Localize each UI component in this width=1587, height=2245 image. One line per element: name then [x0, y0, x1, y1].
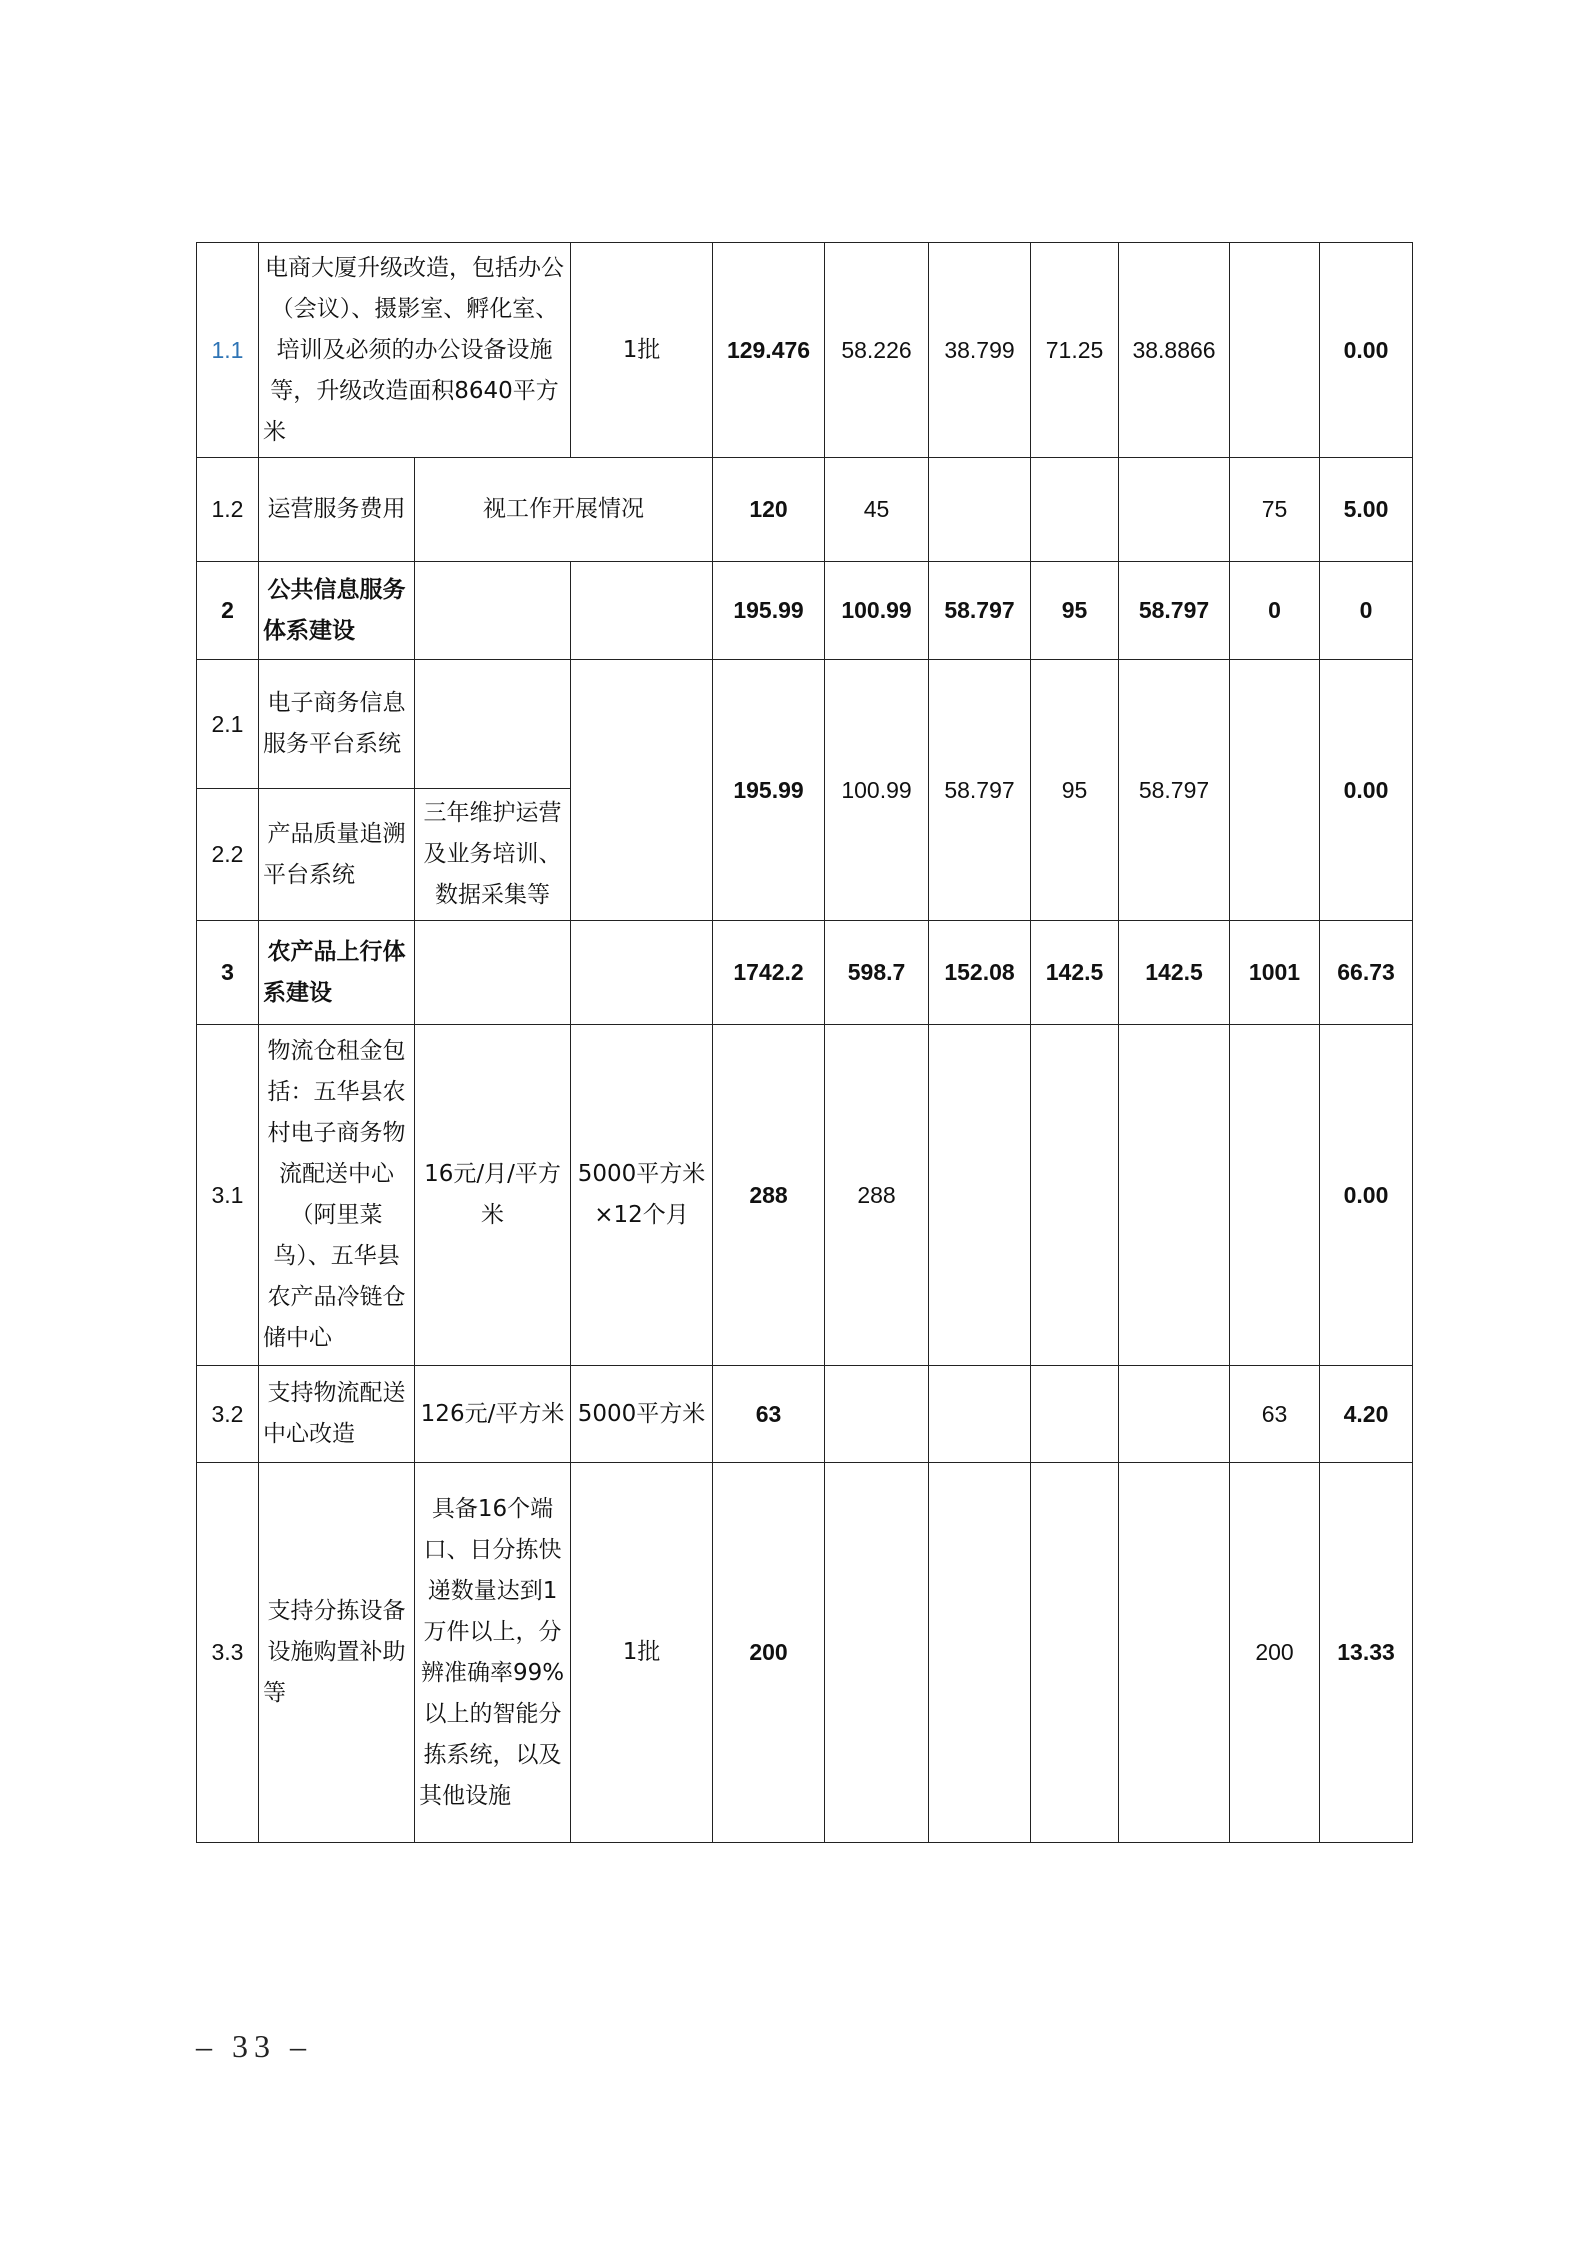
- unit-cell: [571, 660, 713, 921]
- value-cell: 13.33: [1320, 1463, 1413, 1843]
- value-cell: 100.99: [825, 660, 929, 921]
- value-cell: 1742.2: [713, 921, 825, 1025]
- value-cell: [929, 1025, 1031, 1366]
- item-name: 农产品上行体系建设: [259, 921, 415, 1025]
- row-index: 3.3: [197, 1463, 259, 1843]
- value-cell: 195.99: [713, 562, 825, 660]
- table-row: [197, 1463, 1413, 1843]
- value-cell: 152.08: [929, 921, 1031, 1025]
- value-cell: [1230, 1025, 1320, 1366]
- unit-cell: 5000平方米×12个月: [571, 1025, 713, 1366]
- value-cell: 63: [1230, 1366, 1320, 1463]
- value-cell: [1230, 660, 1320, 921]
- value-cell: 288: [825, 1025, 929, 1366]
- value-cell: 200: [1230, 1463, 1320, 1843]
- value-cell: [825, 1463, 929, 1843]
- value-cell: 95: [1031, 660, 1119, 921]
- value-cell: [929, 1463, 1031, 1843]
- value-cell: [929, 458, 1031, 562]
- value-cell: 58.797: [1119, 660, 1230, 921]
- value-cell: 195.99: [713, 660, 825, 921]
- value-cell: 75: [1230, 458, 1320, 562]
- value-cell: 58.226: [825, 243, 929, 458]
- row-index: 3.1: [197, 1025, 259, 1366]
- value-cell: [1031, 1463, 1119, 1843]
- table-row: [197, 921, 1413, 1025]
- table-row: [197, 243, 1413, 458]
- table-row: [197, 562, 1413, 660]
- unit-cell: 1批: [571, 243, 713, 458]
- standard-cell: [415, 660, 571, 789]
- unit-cell: 5000平方米: [571, 1366, 713, 1463]
- value-cell: 95: [1031, 562, 1119, 660]
- row-index: 3.2: [197, 1366, 259, 1463]
- standard-cell: 具备16个端口、日分拣快递数量达到1万件以上，分辨准确率99%以上的智能分拣系统，以及其他设施: [415, 1463, 571, 1843]
- value-cell: [1031, 458, 1119, 562]
- value-cell: [1031, 1366, 1119, 1463]
- item-name: 电商大厦升级改造，包括办公（会议）、摄影室、孵化室、培训及必须的办公设备设施等，升级改造面积8640平方米: [259, 243, 571, 458]
- value-cell: [825, 1366, 929, 1463]
- value-cell: 58.797: [1119, 562, 1230, 660]
- value-cell: 58.797: [929, 562, 1031, 660]
- table-row: [197, 1366, 1413, 1463]
- unit-cell: [571, 562, 713, 660]
- value-cell: 45: [825, 458, 929, 562]
- standard-cell: 视工作开展情况: [415, 458, 713, 562]
- value-cell: 288: [713, 1025, 825, 1366]
- value-cell: 200: [713, 1463, 825, 1843]
- value-cell: [1119, 458, 1230, 562]
- row-index: 2: [197, 562, 259, 660]
- standard-cell: 16元/月/平方米: [415, 1025, 571, 1366]
- value-cell: 100.99: [825, 562, 929, 660]
- unit-cell: [571, 921, 713, 1025]
- value-cell: 129.476: [713, 243, 825, 458]
- row-index: 3: [197, 921, 259, 1025]
- value-cell: 38.799: [929, 243, 1031, 458]
- value-cell: [1119, 1366, 1230, 1463]
- item-name: 运营服务费用: [259, 458, 415, 562]
- value-cell: 66.73: [1320, 921, 1413, 1025]
- value-cell: 4.20: [1320, 1366, 1413, 1463]
- item-name: 电子商务信息服务平台系统: [259, 660, 415, 789]
- row-index: 1.1: [197, 243, 259, 458]
- value-cell: 598.7: [825, 921, 929, 1025]
- standard-cell: 三年维护运营及业务培训、数据采集等: [415, 789, 571, 921]
- value-cell: [929, 1366, 1031, 1463]
- value-cell: 0.00: [1320, 243, 1413, 458]
- value-cell: 71.25: [1031, 243, 1119, 458]
- table-row: [197, 660, 1413, 789]
- item-name: 物流仓租金包括：五华县农村电子商务物流配送中心（阿里菜鸟）、五华县农产品冷链仓储中心: [259, 1025, 415, 1366]
- value-cell: 5.00: [1320, 458, 1413, 562]
- value-cell: [1119, 1463, 1230, 1843]
- value-cell: 0.00: [1320, 660, 1413, 921]
- row-index: 2.2: [197, 789, 259, 921]
- value-cell: 58.797: [929, 660, 1031, 921]
- table-row: [197, 458, 1413, 562]
- unit-cell: 1批: [571, 1463, 713, 1843]
- value-cell: [1119, 1025, 1230, 1366]
- row-index: 2.1: [197, 660, 259, 789]
- item-name: 支持物流配送中心改造: [259, 1366, 415, 1463]
- value-cell: 63: [713, 1366, 825, 1463]
- item-name: 支持分拣设备设施购置补助等: [259, 1463, 415, 1843]
- value-cell: 0: [1230, 562, 1320, 660]
- item-name: 公共信息服务体系建设: [259, 562, 415, 660]
- value-cell: 0.00: [1320, 1025, 1413, 1366]
- item-name: 产品质量追溯平台系统: [259, 789, 415, 921]
- value-cell: 142.5: [1031, 921, 1119, 1025]
- value-cell: 1001: [1230, 921, 1320, 1025]
- budget-table: [196, 242, 1413, 1843]
- value-cell: [1230, 243, 1320, 458]
- row-index: 1.2: [197, 458, 259, 562]
- page-number: – 33 –: [196, 2028, 312, 2064]
- value-cell: 142.5: [1119, 921, 1230, 1025]
- table-row: [197, 1025, 1413, 1366]
- standard-cell: 126元/平方米: [415, 1366, 571, 1463]
- standard-cell: [415, 562, 571, 660]
- standard-cell: [415, 921, 571, 1025]
- value-cell: [1031, 1025, 1119, 1366]
- value-cell: 38.8866: [1119, 243, 1230, 458]
- value-cell: 120: [713, 458, 825, 562]
- value-cell: 0: [1320, 562, 1413, 660]
